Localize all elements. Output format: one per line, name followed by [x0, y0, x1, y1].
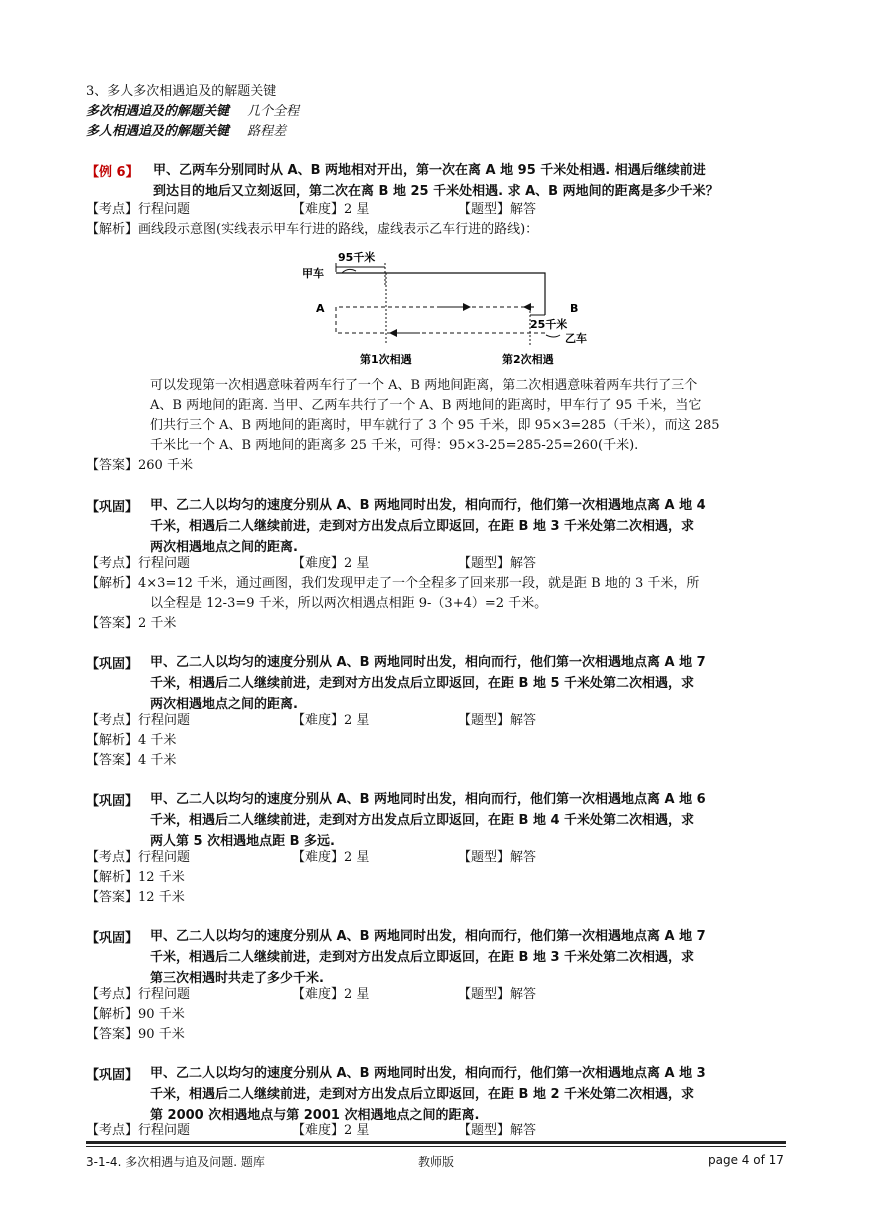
diagram-car-a: 甲车	[302, 267, 324, 280]
difficulty	[292, 1122, 369, 1140]
key-row-1-value: 几个全程	[247, 104, 300, 119]
jiexi-text: 4 千米	[138, 733, 177, 748]
kaodian-value: 行程问题	[138, 202, 191, 217]
section-heading: 3、多人多次相遇追及的解题关键	[86, 84, 277, 99]
jiexi-text: 90 千米	[138, 1007, 185, 1022]
question-line: 甲、乙二人以均匀的速度分别从 A、B 两地同时出发，相向而行，他们第一次相遇地点离 A 地 7	[150, 655, 706, 670]
diagram-point-b: B	[570, 302, 579, 315]
tixing-value: 解答	[510, 713, 537, 728]
nandu-label: 【难度】	[292, 850, 345, 865]
daan-label: 【答案】	[86, 753, 139, 768]
question-type	[458, 849, 536, 867]
daan-value: 260 千米	[138, 458, 193, 473]
diagram-top-dist: 95千米	[338, 251, 376, 264]
kaodian-value: 行程问题	[138, 850, 191, 865]
nandu-label: 【难度】	[292, 713, 345, 728]
kaodian-label: 【考点】	[86, 850, 139, 865]
analysis-row	[86, 575, 699, 593]
diagram-point-a: A	[316, 302, 325, 315]
kaodian-label: 【考点】	[86, 713, 139, 728]
difficulty	[292, 986, 369, 1004]
jiexi-label: 【解析】	[86, 870, 139, 885]
question-line: 第三次相遇时共走了多少千米.	[150, 971, 324, 986]
question-line: 千米，相遇后二人继续前进，走到对方出发点后立即返回，在距 B 地 5 千米处第二次相遇，求	[150, 676, 695, 691]
tixing-label: 【题型】	[458, 556, 511, 571]
tixing-label: 【题型】	[458, 202, 511, 217]
car-b-path	[336, 307, 545, 333]
kaodian-value: 行程问题	[138, 556, 191, 571]
question-type	[458, 555, 536, 573]
analysis-row	[86, 732, 176, 750]
answer-row	[86, 889, 185, 907]
jiexi-label: 【解析】	[86, 222, 139, 237]
question-line: 两次相遇地点之间的距离.	[150, 540, 298, 555]
daan-value: 4 千米	[138, 753, 177, 768]
meta-row	[86, 849, 190, 867]
answer-row	[86, 752, 176, 770]
question-line: 甲、乙二人以均匀的速度分别从 A、B 两地同时出发，相向而行，他们第一次相遇地点离 A 地 6	[150, 792, 706, 807]
question-line: 甲、乙二人以均匀的速度分别从 A、B 两地同时出发，相向而行，他们第一次相遇地点离 A 地 4	[150, 498, 706, 513]
tixing-value: 解答	[510, 556, 537, 571]
daan-value: 12 千米	[138, 890, 185, 905]
question-line: 甲、乙二人以均匀的速度分别从 A、B 两地同时出发，相向而行，他们第一次相遇地点离 A 地 7	[150, 929, 706, 944]
tixing-label: 【题型】	[458, 713, 511, 728]
tixing-value: 解答	[510, 850, 537, 865]
nandu-value: 2 星	[344, 850, 370, 865]
example-tag: 【例 6】	[86, 165, 139, 180]
question-line: 甲、乙二人以均匀的速度分别从 A、B 两地同时出发，相向而行，他们第一次相遇地点离 A 地 3	[150, 1066, 706, 1081]
question-line: 千米，相遇后二人继续前进，走到对方出发点后立即返回，在距 B 地 3 千米处第二次相遇，求	[150, 950, 695, 965]
analysis-paragraph: 们共行三个 A、B 两地间的距离时，甲车就行了 3 个 95 千米，即 95×3=285（千米），而这 285	[150, 418, 720, 433]
diagram-car-b: 乙车	[565, 332, 587, 345]
meta-row	[86, 986, 190, 1004]
difficulty	[292, 849, 369, 867]
nandu-value: 2 星	[344, 987, 370, 1002]
daan-value: 90 千米	[138, 1027, 185, 1042]
gonggu-tag: 【巩固】	[86, 931, 139, 946]
gonggu-tag: 【巩固】	[86, 1068, 139, 1083]
nandu-label: 【难度】	[292, 987, 345, 1002]
gonggu-question	[150, 926, 706, 989]
meta-row	[86, 1122, 190, 1140]
difficulty	[292, 201, 369, 219]
gonggu-tag: 【巩固】	[86, 657, 139, 672]
car-a-path	[336, 273, 545, 315]
tixing-value: 解答	[510, 202, 537, 217]
question-type	[458, 201, 536, 219]
gonggu-question	[150, 495, 706, 558]
nandu-value: 2 星	[344, 1123, 370, 1138]
question-line: 第 2000 次相遇地点与第 2001 次相遇地点之间的距离.	[150, 1108, 480, 1123]
question-line: 到达目的地后又立刻返回，第二次在离 B 地 25 千米处相遇. 求 A、B 两地间的距离是多少千米？	[153, 184, 719, 199]
meta-row	[86, 555, 190, 573]
question-line: 千米，相遇后二人继续前进，走到对方出发点后立即返回，在距 B 地 2 千米处第二次相遇，求	[150, 1087, 695, 1102]
tixing-value: 解答	[510, 987, 537, 1002]
analysis-paragraph: A、B 两地间的距离. 当甲、乙两车共行了一个 A、B 两地间的距离时，甲车行了 95 千米，当它	[150, 398, 702, 413]
gonggu-question	[150, 789, 706, 852]
key-row-1	[86, 103, 299, 121]
answer-row	[86, 457, 193, 475]
analysis-intro	[86, 221, 538, 239]
footer-left: 3-1-4. 多次相遇与追及问题. 题库	[86, 1155, 265, 1169]
key-row-2-label: 多人相遇追及的解题关键	[86, 124, 230, 139]
question-type	[458, 712, 536, 730]
kaodian-label: 【考点】	[86, 987, 139, 1002]
question-line: 两次相遇地点之间的距离.	[150, 697, 298, 712]
jiexi-text: 画线段示意图(实线表示甲车行进的路线，虚线表示乙车行进的路线)：	[138, 222, 539, 237]
question-type	[458, 1122, 536, 1140]
difficulty	[292, 712, 369, 730]
kaodian-label: 【考点】	[86, 556, 139, 571]
jiexi-text: 12 千米	[138, 870, 185, 885]
footer-page-number: page 4 of 17	[708, 1153, 784, 1167]
daan-label: 【答案】	[86, 890, 139, 905]
nandu-label: 【难度】	[292, 202, 345, 217]
meta-row	[86, 712, 190, 730]
tixing-label: 【题型】	[458, 1123, 511, 1138]
kaodian-value: 行程问题	[138, 987, 191, 1002]
jiexi-label: 【解析】	[86, 576, 139, 591]
question-line: 千米，相遇后二人继续前进，走到对方出发点后立即返回，在距 B 地 3 千米处第二次相遇，求	[150, 519, 695, 534]
footer-rule-thick	[86, 1141, 786, 1144]
footer-center: 教师版	[418, 1155, 455, 1169]
gonggu-question	[150, 652, 706, 715]
daan-value: 2 千米	[138, 616, 177, 631]
key-row-1-label: 多次相遇追及的解题关键	[86, 104, 230, 119]
answer-row	[86, 1026, 185, 1044]
meta-row	[86, 201, 190, 219]
diagram-bottom-dist: 25千米	[530, 318, 568, 331]
difficulty	[292, 555, 369, 573]
gonggu-tag: 【巩固】	[86, 500, 139, 515]
example-question	[153, 160, 719, 202]
gonggu-tag: 【巩固】	[86, 794, 139, 809]
daan-label: 【答案】	[86, 1027, 139, 1042]
kaodian-label: 【考点】	[86, 202, 139, 217]
tixing-label: 【题型】	[458, 987, 511, 1002]
analysis-paragraph: 千米比一个 A、B 两地间的距离多 25 千米，可得：95×3-25=285-25=260(千米).	[150, 438, 639, 453]
kaodian-value: 行程问题	[138, 1123, 191, 1138]
analysis-continuation: 以全程是 12-3=9 千米，所以两次相遇点相距 9-（3+4）=2 千米。	[150, 596, 548, 611]
kaodian-value: 行程问题	[138, 713, 191, 728]
footer-rule-thin	[86, 1146, 786, 1147]
kaodian-label: 【考点】	[86, 1123, 139, 1138]
analysis-paragraph: 可以发现第一次相遇意味着两车行了一个 A、B 两地间距离，第二次相遇意味着两车共行了三个	[150, 378, 698, 393]
question-line: 甲、乙两车分别同时从 A、B 两地相对开出，第一次在离 A 地 95 千米处相遇. 相遇后继续前进	[153, 163, 706, 178]
diagram-meet1: 第1次相遇	[360, 353, 412, 366]
tixing-value: 解答	[510, 1123, 537, 1138]
gonggu-question	[150, 1063, 706, 1126]
jiexi-label: 【解析】	[86, 1007, 139, 1022]
question-type	[458, 986, 536, 1004]
nandu-value: 2 星	[344, 202, 370, 217]
nandu-label: 【难度】	[292, 556, 345, 571]
nandu-label: 【难度】	[292, 1123, 345, 1138]
answer-row	[86, 615, 176, 633]
question-line: 千米，相遇后二人继续前进，走到对方出发点后立即返回，在距 B 地 4 千米处第二次相遇，求	[150, 813, 695, 828]
tixing-label: 【题型】	[458, 850, 511, 865]
question-line: 两人第 5 次相遇地点距 B 多远.	[150, 834, 335, 849]
jiexi-label: 【解析】	[86, 733, 139, 748]
analysis-row	[86, 869, 185, 887]
key-row-2-value: 路程差	[247, 124, 287, 139]
jiexi-text: 4×3=12 千米，通过画图，我们发现甲走了一个全程多了回来那一段，就是距 B 地的 3 千米，所	[138, 576, 700, 591]
daan-label: 【答案】	[86, 458, 139, 473]
car-b-start-curve	[546, 335, 560, 337]
daan-label: 【答案】	[86, 616, 139, 631]
analysis-row	[86, 1006, 185, 1024]
diagram-meet2: 第2次相遇	[502, 353, 554, 366]
segment-diagram	[290, 245, 610, 370]
nandu-value: 2 星	[344, 556, 370, 571]
key-row-2	[86, 123, 286, 141]
nandu-value: 2 星	[344, 713, 370, 728]
